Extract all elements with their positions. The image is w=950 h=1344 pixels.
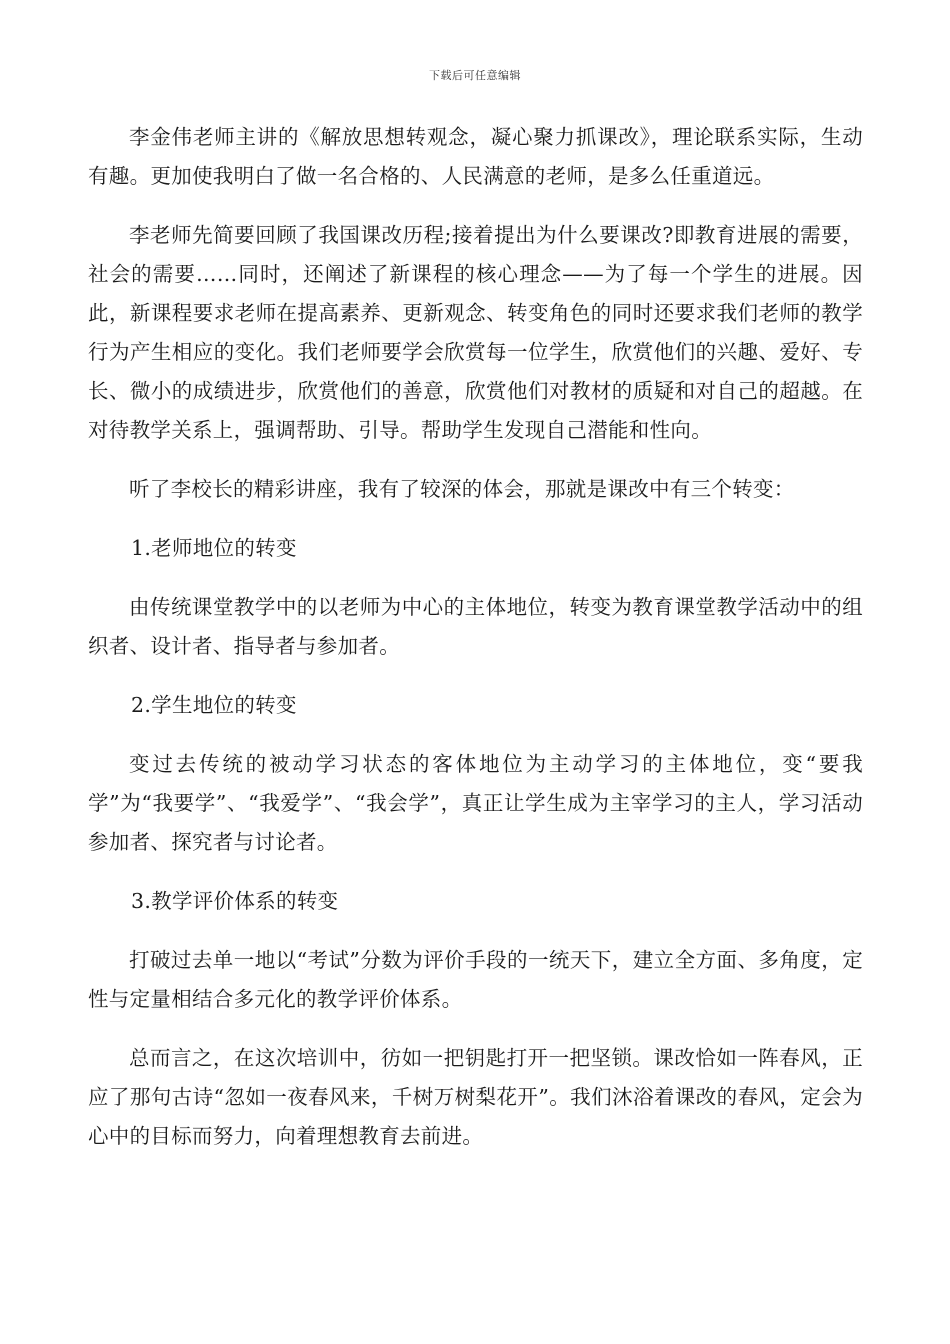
paragraph-conclusion: 总而言之，在这次培训中，彷如一把钥匙打开一把坚锁。课改恰如一阵春风，正应了那句古诗“忽如一夜春风来，千树万树梨花开”。我们沐浴着课改的春风，定会为心中的目标而努力，向着理想教育去前进。 (88, 1046, 863, 1148)
section-body-student-role: 变过去传统的被动学习状态的客体地位为主动学习的主体地位，变“要我学”为“我要学”、“我爱学”、“我会学”，真正让学生成为主宰学习的主人，学习活动参加者、探究者与讨论者。 (88, 752, 863, 854)
document-body (88, 118, 863, 1176)
page-header-note: 下载后可任意编辑 (429, 69, 521, 82)
paragraph-three-changes: 听了李校长的精彩讲座，我有了较深的体会，那就是课改中有三个转变： (129, 477, 795, 501)
section-heading-evaluation: 3.教学评价体系的转变 (131, 889, 339, 913)
paragraph-review: 李老师先简要回顾了我国课改历程;接着提出为什么要课改?即教育进展的需要，社会的需要……同时，还阐述了新课程的核心理念——为了每一个学生的进展。因此，新课程要求老师在提高素养、更新观念、转变角色的同时还要求我们老师的教学行为产生相应的变化。我们老师要学会欣赏每一位学生，欣赏他们的兴趣、爱好、专长、微小的成绩进步，欣赏他们的善意，欣赏他们对教材的质疑和对自己的超越。在对待教学关系上，强调帮助、引导。帮助学生发现自己潜能和性向。 (88, 223, 863, 442)
section-body-teacher-role: 由传统课堂教学中的以老师为中心的主体地位，转变为教育课堂教学活动中的组织者、设计者、指导者与参加者。 (88, 595, 863, 658)
section-heading-student-role: 2.学生地位的转变 (131, 693, 297, 717)
section-heading-teacher-role: 1.老师地位的转变 (131, 536, 297, 560)
paragraph-intro: 李金伟老师主讲的《解放思想转观念，凝心聚力抓课改》，理论联系实际，生动有趣。更加使我明白了做一名合格的、人民满意的老师，是多么任重道远。 (88, 125, 863, 188)
section-body-evaluation: 打破过去单一地以“考试”分数为评价手段的一统天下，建立全方面、多角度，定性与定量相结合多元化的教学评价体系。 (88, 948, 863, 1011)
